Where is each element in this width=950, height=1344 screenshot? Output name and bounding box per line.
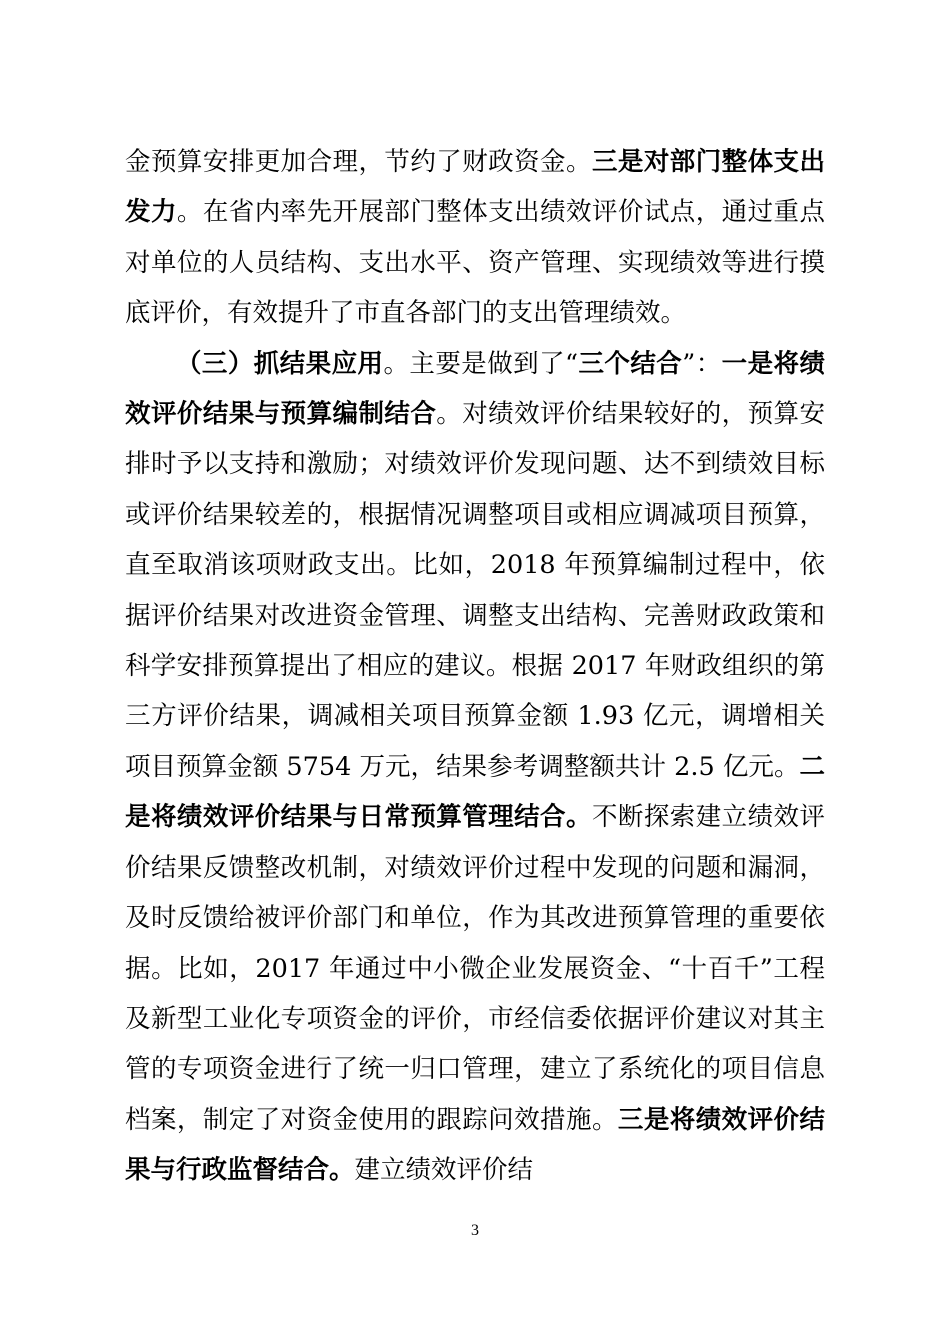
bold-text-run: 三个结合 xyxy=(578,348,683,379)
section-heading: （三）抓结果应用 xyxy=(176,348,384,379)
bold-text-run: 二是将绩效评价结果与日常预算管理结合。 xyxy=(125,751,825,833)
bold-text-run: 三是对部门整体支出发力 xyxy=(125,147,825,228)
paragraph-2 xyxy=(125,339,825,1196)
text-run: 建立绩效评价结 xyxy=(354,1155,534,1186)
text-run: 。对绩效评价结果较好的，预算安排时予以支持和激励；对绩效评价发现问题、达不到绩效目标或评价结果较差的，根据情况调整项目或相应调减项目预算，直至取消该项财政支出。比如，2018 年预算编制过程中，依据评价结果对改进资金管理、调整支出结构、完善财政政策和科学安排预算提出了相应的建议。根据 2017 年财政组织的第三方评价结果，调减相关项目预算金额 1.93 亿元，调增相关项目预算金额 5754 万元，结果参考调整额共计 2.5 亿元。 xyxy=(125,399,825,782)
bold-text-run: 一是将绩效评价结果与预算编制结合 xyxy=(125,348,825,430)
text-run: 金预算安排更加合理，节约了财政资金。 xyxy=(125,147,592,177)
text-run: 。在省内率先开展部门整体支出绩效评价试点，通过重点对单位的人员结构、支出水平、资产管理、实现绩效等进行摸底评价，有效提升了市直各部门的支出管理绩效。 xyxy=(125,197,825,329)
bold-text-run: 三是将绩效评价结果与行政监督结合。 xyxy=(125,1104,825,1186)
document-body xyxy=(125,137,825,1196)
text-run: ”： xyxy=(682,348,722,379)
page-number: 3 xyxy=(471,1222,479,1239)
text-run: 。主要是做到了“ xyxy=(383,348,579,379)
paragraph-1 xyxy=(125,137,825,339)
text-run: 不断探索建立绩效评价结果反馈整改机制，对绩效评价过程中发现的问题和漏洞，及时反馈给被评价部门和单位，作为其改进预算管理的重要依据。比如，2017 年通过中小微企业发展资金、“十百千”工程及新型工业化专项资金的评价，市经信委依据评价建议对其主管的专项资金进行了统一归口管理，建立了系统化的项目信息档案，制定了对资金使用的跟踪问效措施。 xyxy=(125,802,825,1135)
